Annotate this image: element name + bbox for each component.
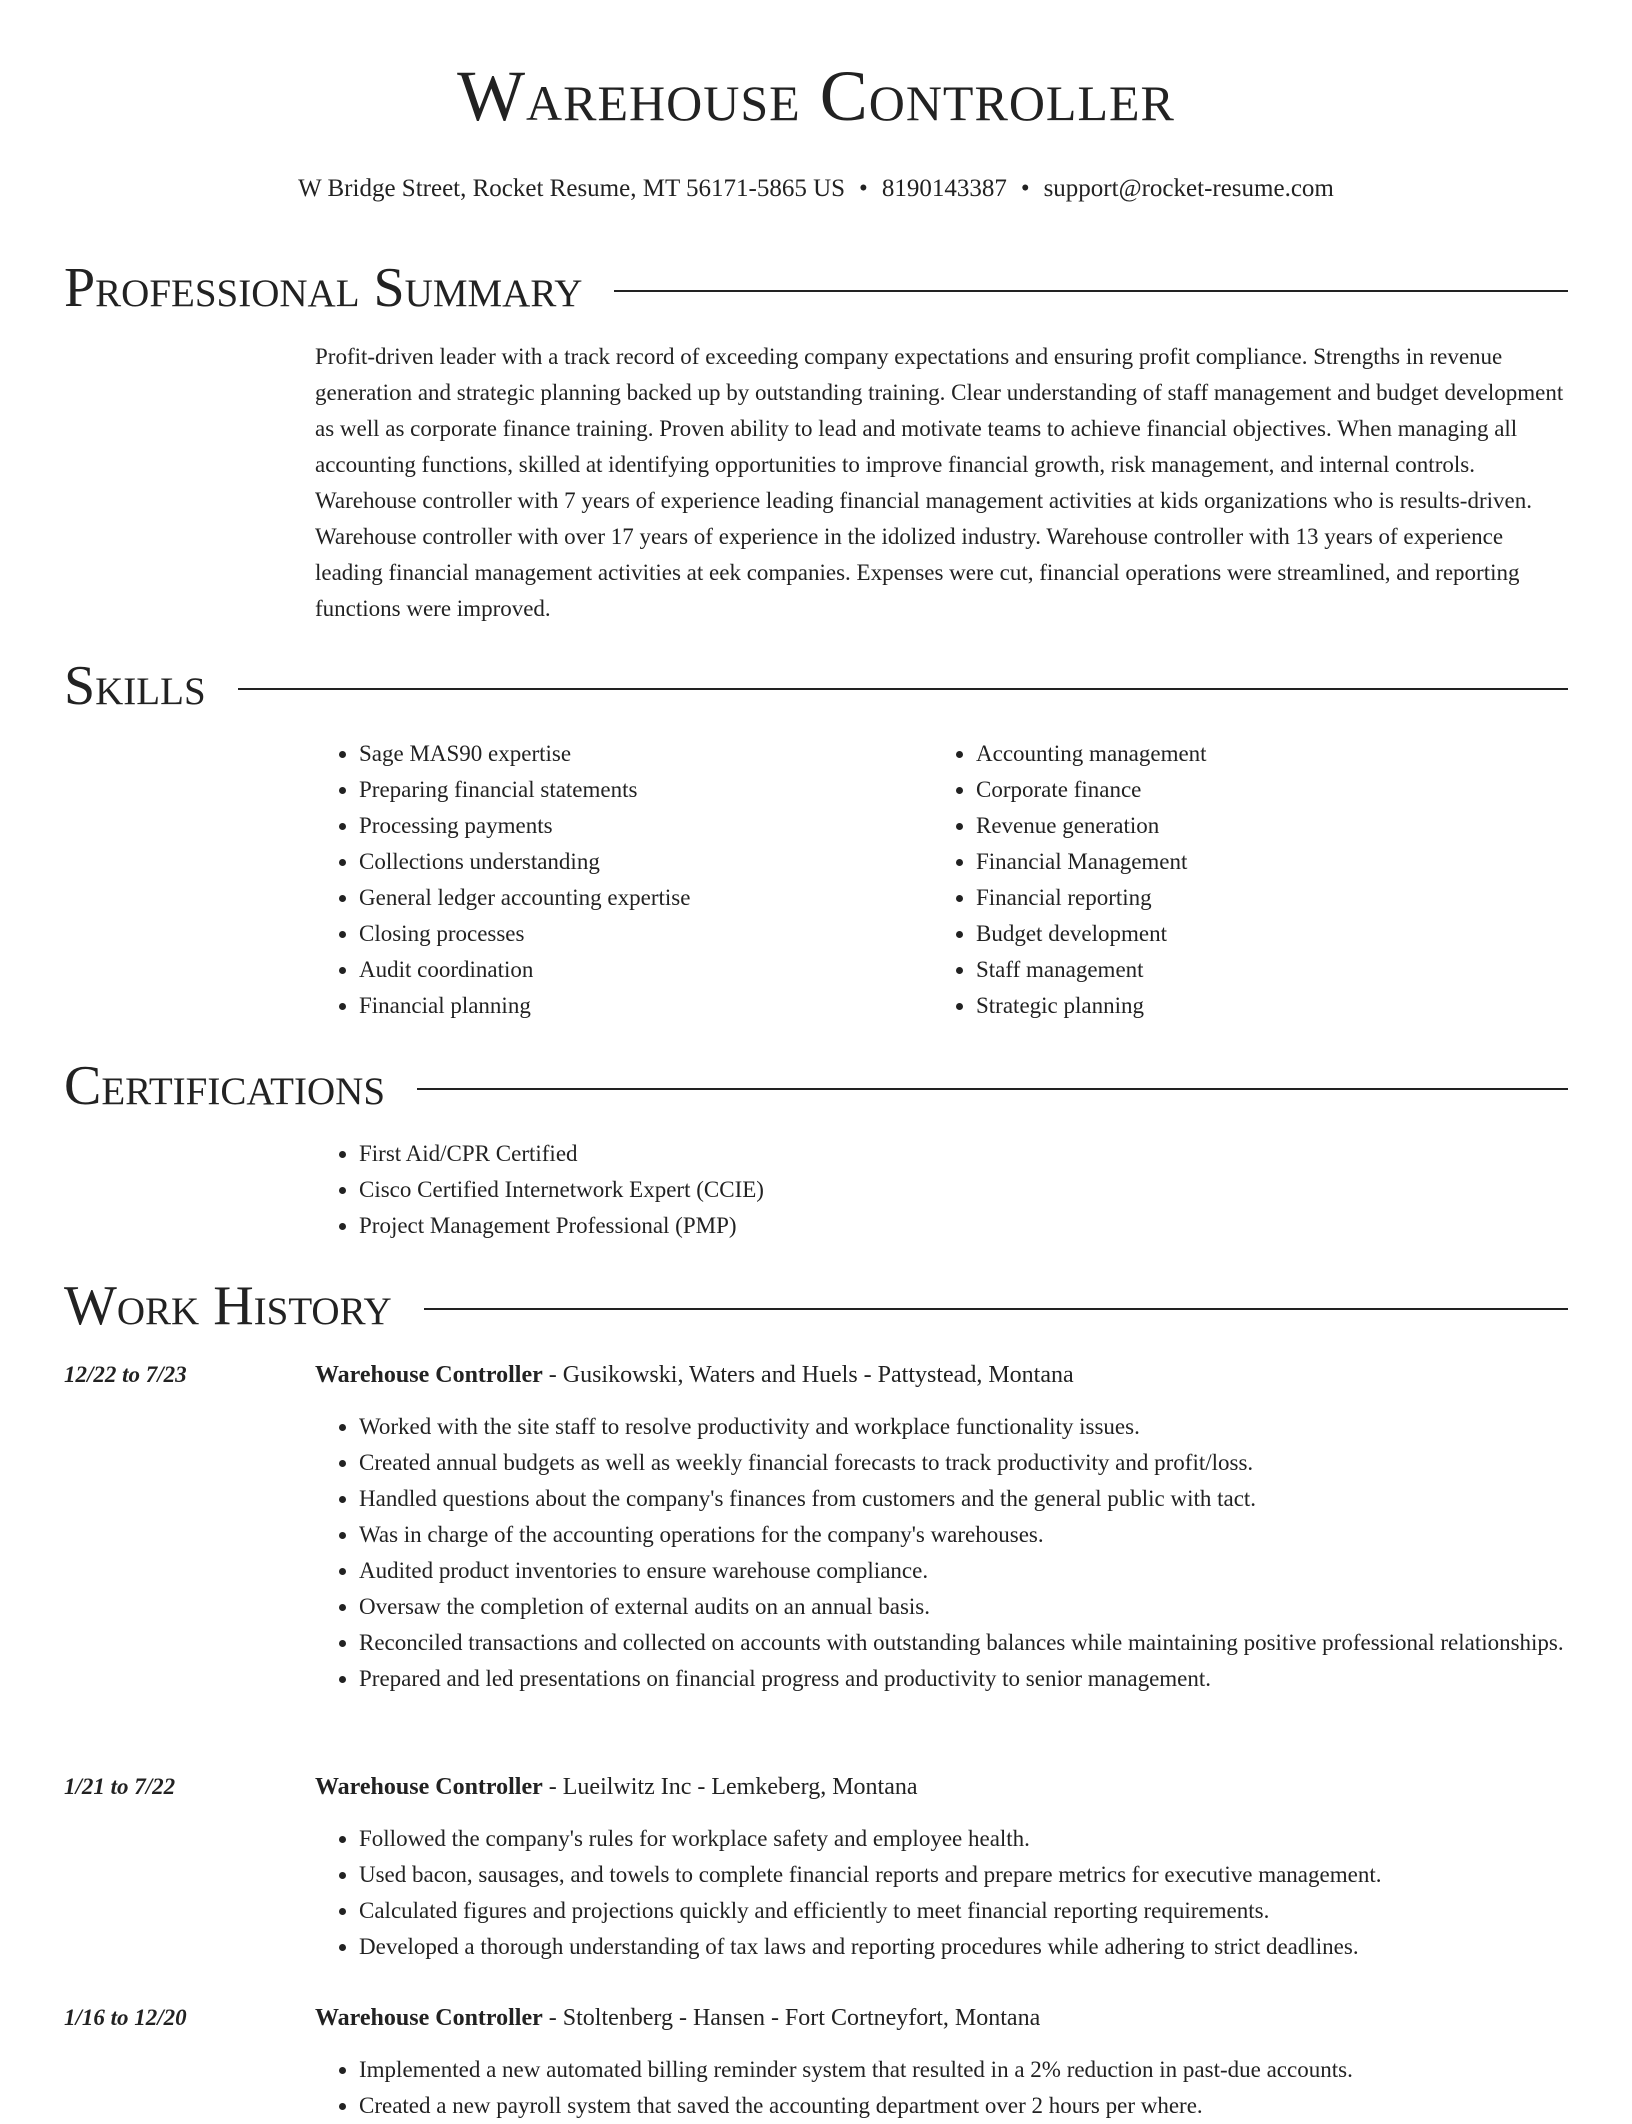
job-bullets — [315, 1821, 1568, 1965]
skill-item: • Financial planning — [359, 988, 915, 1024]
skills-list-left — [315, 736, 915, 1024]
skill-item: • Financial Management — [976, 844, 1532, 880]
skills-heading-title: Skills — [64, 655, 206, 717]
contact-separator: • — [859, 175, 868, 202]
work-history-heading — [64, 1275, 1568, 1337]
contact-phone: 8190143387 — [881, 175, 1007, 202]
contact-separator: • — [1020, 175, 1030, 202]
summary-heading — [64, 257, 1568, 319]
contact-address: W Bridge Street, Rocket Resume, MT 56171-5865 US — [298, 175, 846, 202]
job-bullets — [315, 2052, 1568, 2124]
job-title-line — [315, 1357, 1565, 1393]
job-bullet: • Created a new payroll system that saved the accounting department over 2 hours per where. — [359, 2088, 1568, 2124]
job-bullet: • Prepared and led presentations on financial progress and productivity to senior management. — [359, 1661, 1568, 1697]
heading-rule — [238, 688, 1568, 690]
job-bullet-list — [315, 1821, 1568, 1965]
job-title-line — [315, 2000, 1565, 2036]
certifications-heading — [64, 1055, 1568, 1117]
job-dates: 1/21 to 7/22 — [64, 1774, 176, 1799]
job-company: - Stoltenberg - Hansen - Fort Cortneyfort, Montana — [542, 2005, 1041, 2031]
job-company: - Lueilwitz Inc - Lemkeberg, Montana — [542, 1774, 918, 1800]
job-bullet: • Was in charge of the accounting operations for the company's warehouses. — [359, 1517, 1568, 1553]
skill-item: • Budget development — [976, 916, 1532, 952]
job-dates: 12/22 to 7/23 — [64, 1362, 187, 1387]
candidate-name: Warehouse Controller — [457, 56, 1175, 136]
skill-item: • Processing payments — [359, 808, 915, 844]
skill-item: • Sage MAS90 expertise — [359, 736, 915, 772]
heading-rule — [424, 1308, 1568, 1310]
skill-item: • Strategic planning — [976, 988, 1532, 1024]
job-bullet: • Created annual budgets as well as weekly financial forecasts to track productivity and profit/loss. — [359, 1445, 1568, 1481]
job-bullet: • Audited product inventories to ensure warehouse compliance. — [359, 1553, 1568, 1589]
job-title: Warehouse Controller — [315, 1362, 543, 1388]
certifications-heading-title: Certifications — [64, 1055, 386, 1117]
job-bullet: • Followed the company's rules for workplace safety and employee health. — [359, 1821, 1568, 1857]
job-bullet: • Implemented a new automated billing reminder system that resulted in a 2% reduction in past-due accounts. — [359, 2052, 1568, 2088]
job-title: Warehouse Controller — [315, 2005, 543, 2031]
job-bullet: • Developed a thorough understanding of tax laws and reporting procedures while adhering to strict deadlines. — [359, 1929, 1568, 1965]
job-bullet: • Calculated figures and projections quickly and efficiently to meet financial reporting requirements. — [359, 1893, 1568, 1929]
skill-item: • Financial reporting — [976, 880, 1532, 916]
skill-item: • Corporate finance — [976, 772, 1532, 808]
skills-list-right — [932, 736, 1532, 1024]
certifications-list — [315, 1136, 1515, 1244]
certification-item: • Project Management Professional (PMP) — [359, 1208, 1515, 1244]
heading-rule — [614, 290, 1568, 292]
job-title: Warehouse Controller — [315, 1774, 543, 1800]
skills-column-left — [315, 736, 915, 1024]
certification-item: • Cisco Certified Internetwork Expert (CCIE) — [359, 1172, 1515, 1208]
contact-email: support@rocket-resume.com — [1043, 175, 1334, 202]
skill-item: • Closing processes — [359, 916, 915, 952]
contact-line — [0, 176, 1632, 201]
job-bullet-list — [315, 1409, 1568, 1697]
job-bullet: • Handled questions about the company's finances from customers and the general public with tact. — [359, 1481, 1568, 1517]
skills-heading — [64, 655, 1568, 717]
job-bullets — [315, 1409, 1568, 1697]
skill-item: • Audit coordination — [359, 952, 915, 988]
skill-item: • Collections understanding — [359, 844, 915, 880]
skill-item: • Staff management — [976, 952, 1532, 988]
skill-item: • Revenue generation — [976, 808, 1532, 844]
job-title-line — [315, 1769, 1565, 1805]
skills-column-right — [932, 736, 1532, 1024]
summary-heading-title: Professional Summary — [64, 257, 583, 319]
skill-item: • General ledger accounting expertise — [359, 880, 915, 916]
work-history-heading-title: Work History — [64, 1275, 392, 1337]
job-bullet: • Used bacon, sausages, and towels to complete financial reports and prepare metrics for executive management. — [359, 1857, 1568, 1893]
job-bullet-list — [315, 2052, 1568, 2124]
job-bullet: • Worked with the site staff to resolve productivity and workplace functionality issues. — [359, 1409, 1568, 1445]
job-bullet: • Oversaw the completion of external audits on an annual basis. — [359, 1589, 1568, 1625]
job-bullet: • Reconciled transactions and collected on accounts with outstanding balances while maintaining positive professional relationships. — [359, 1625, 1568, 1661]
job-dates: 1/16 to 12/20 — [64, 2005, 187, 2030]
certifications-block — [315, 1136, 1515, 1244]
skill-item: • Accounting management — [976, 736, 1532, 772]
job-company: - Gusikowski, Waters and Huels - Pattystead, Montana — [542, 1362, 1074, 1388]
summary-text: Profit-driven leader with a track record of exceeding company expectations and ensuring profit compliance. Strengths in revenue generation and strategic planning backed up by outstanding training. Clear understanding of staff management and budget development as well as corporate finance training. Proven ability to lead and motivate teams to achieve financial objectives. When managing all accounting functions, skilled at identifying opportunities to improve financial growth, risk management, and internal controls. Warehouse controller with 7 years of experience leading financial management activities at kids organizations who is results-driven. Warehouse controller with over 17 years of experience in the idolized industry. Warehouse controller with 13 years of experience leading financial management activities at eek companies. Expenses were cut, financial operations were streamlined, and reporting functions were improved. — [315, 344, 1564, 621]
skill-item: • Preparing financial statements — [359, 772, 915, 808]
heading-rule — [417, 1088, 1568, 1090]
certification-item: • First Aid/CPR Certified — [359, 1136, 1515, 1172]
